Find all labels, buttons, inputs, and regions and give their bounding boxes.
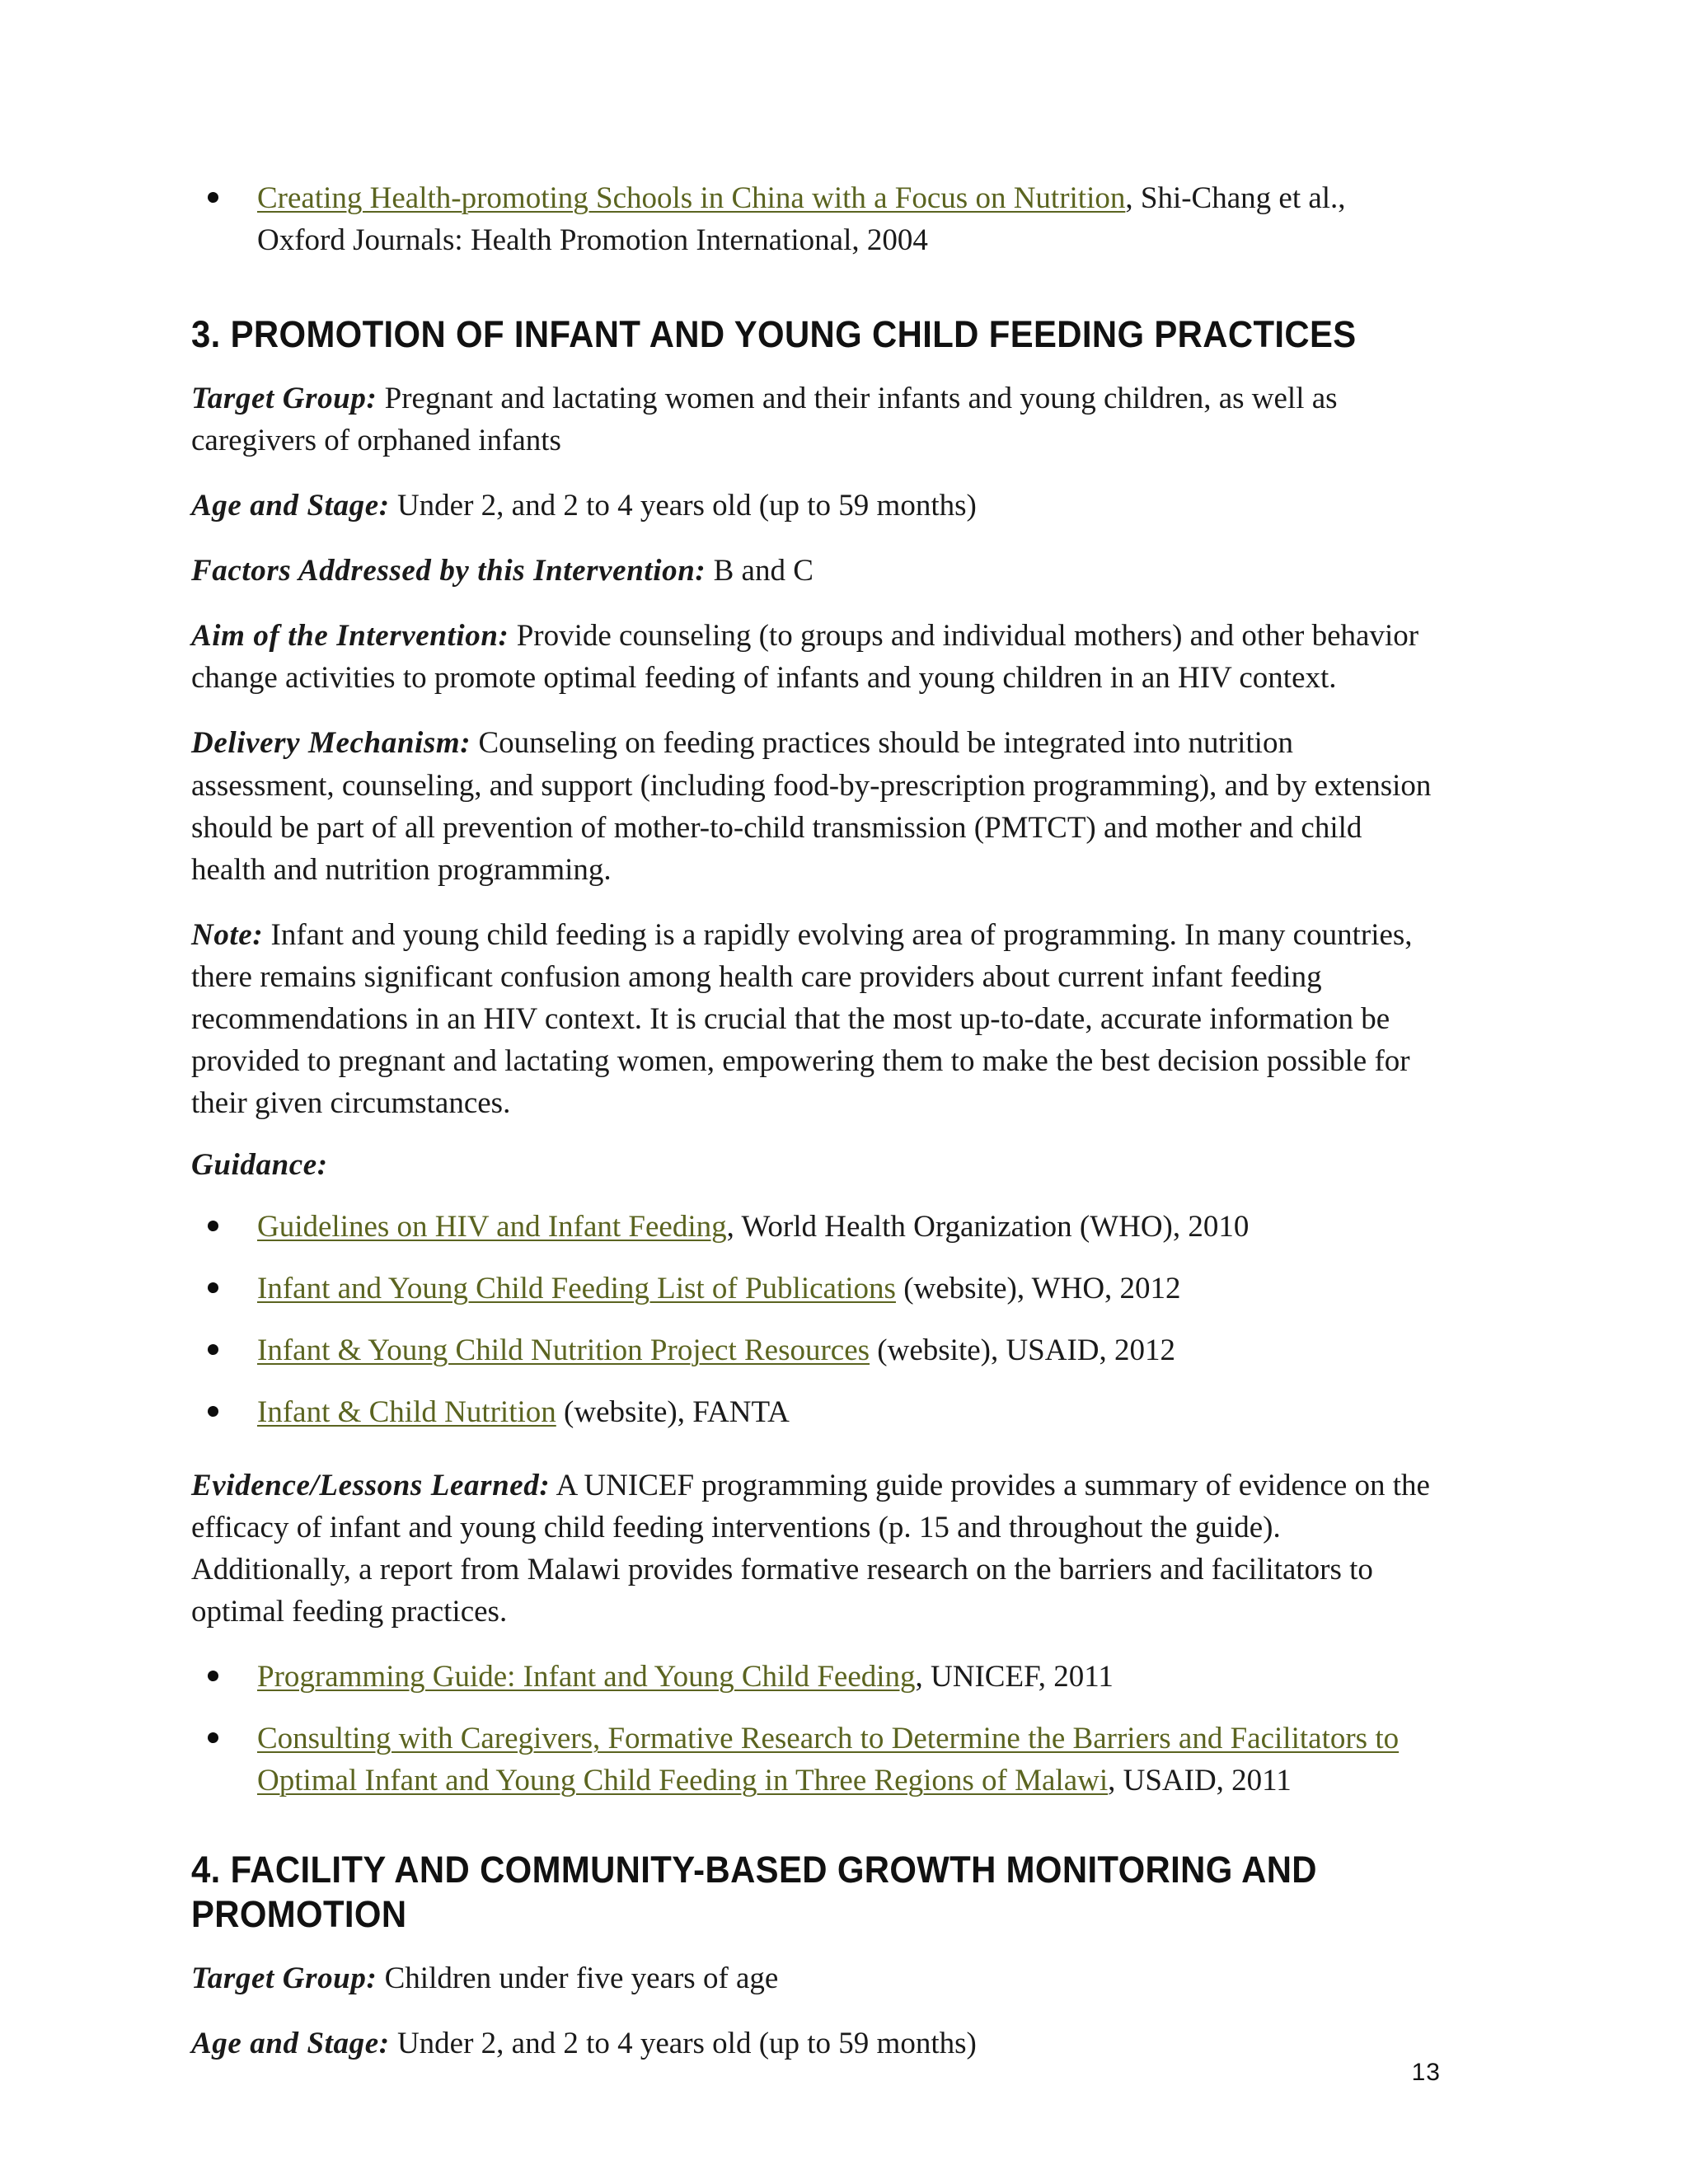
evidence-reference-list xyxy=(191,1656,1441,1802)
field-label: Target Group: xyxy=(191,1961,377,1995)
guidance-reference-list xyxy=(191,1206,1441,1433)
top-reference-list xyxy=(191,177,1441,261)
reference-link[interactable]: Programming Guide: Infant and Young Child Feeding xyxy=(257,1660,916,1694)
reference-citation: , Shi-Chang et al., Oxford Journals: Health Promotion International, 2004 xyxy=(257,181,1346,258)
field-label: Age and Stage: xyxy=(191,2026,390,2060)
field-value: Provide counseling (to groups and individual mothers) and other behavior change activities to promote optimal feeding of infants and young children in an HIV context. xyxy=(191,619,1419,696)
reference-citation: , UNICEF, 2011 xyxy=(915,1660,1114,1694)
field-value: B and C xyxy=(706,554,814,588)
field-value: Pregnant and lactating women and their infants and young children, as well as caregivers of orphaned infants xyxy=(191,382,1338,458)
field-label: Factors Addressed by this Intervention: xyxy=(191,554,706,588)
reference-citation: , World Health Organization (WHO), 2010 xyxy=(726,1209,1250,1244)
reference-link[interactable]: Infant & Child Nutrition xyxy=(257,1395,556,1430)
bullet-dot-icon xyxy=(208,1282,218,1293)
list-item xyxy=(191,1656,1441,1698)
reference-citation: (website), FANTA xyxy=(556,1395,790,1430)
field-value: Under 2, and 2 to 4 years old (up to 59 months) xyxy=(389,2026,977,2060)
list-item xyxy=(191,1329,1441,1371)
bullet-dot-icon xyxy=(208,1406,218,1417)
field-label: Target Group: xyxy=(191,382,377,416)
field-label: Evidence/Lessons Learned: xyxy=(191,1469,551,1503)
guidance-subheading: Guidance: xyxy=(191,1147,328,1182)
bullet-dot-icon xyxy=(208,192,218,203)
field-value: Children under five years of age xyxy=(377,1961,779,1995)
field-target-group-2 xyxy=(191,1957,1441,1999)
field-age-and-stage-2 xyxy=(191,2022,1441,2064)
section-3-heading: 3. PROMOTION OF INFANT AND YOUNG CHILD FEEDING PRACTICES xyxy=(191,313,1357,356)
page-content xyxy=(191,177,1441,2064)
bullet-dot-icon xyxy=(208,1221,218,1231)
field-label: Delivery Mechanism: xyxy=(191,726,471,761)
field-value: Counseling on feeding practices should be integrated into nutrition assessment, counseling, and support (including food-by-prescription programming), and by extension should be part of all prevention of mother-to-child transmission (PMTCT) and mother and child health and nutrition programming. xyxy=(191,726,1432,887)
field-value: Infant and young child feeding is a rapidly evolving area of programming. In many countries, there remains significant confusion among health care providers about current infant feeding recommendations in an HIV context. It is crucial that the most up-to-date, accurate information be provided to pregnant and lactating women, empowering them to make the best decision possible for their given circumstances. xyxy=(191,917,1413,1120)
list-item xyxy=(191,1206,1441,1248)
field-note xyxy=(191,914,1441,1124)
reference-link[interactable]: Infant & Young Child Nutrition Project Resources xyxy=(257,1333,870,1367)
section-4-heading: 4. FACILITY AND COMMUNITY-BASED GROWTH MONITORING AND PROMOTION xyxy=(191,1849,1317,1935)
reference-link[interactable]: Infant and Young Child Feeding List of Publications xyxy=(257,1271,896,1305)
field-label: Aim of the Intervention: xyxy=(191,619,509,654)
reference-citation: (website), WHO, 2012 xyxy=(895,1271,1181,1305)
field-label: Note: xyxy=(191,917,264,952)
list-item xyxy=(191,1268,1441,1310)
field-delivery-mechanism xyxy=(191,722,1441,890)
field-evidence-lessons-learned xyxy=(191,1465,1441,1633)
field-factors-addressed xyxy=(191,550,1441,592)
reference-citation: (website), USAID, 2012 xyxy=(870,1333,1176,1367)
page-number: 13 xyxy=(1411,2059,1441,2086)
list-item xyxy=(191,1718,1441,1802)
bullet-dot-icon xyxy=(208,1344,218,1355)
field-target-group xyxy=(191,377,1441,462)
reference-citation: , USAID, 2011 xyxy=(1108,1764,1292,1798)
field-aim-of-intervention xyxy=(191,615,1441,699)
field-label: Age and Stage: xyxy=(191,489,390,523)
reference-link[interactable]: Consulting with Caregivers, Formative Research to Determine the Barriers and Facilitators to Optimal Infant and Young Child Feeding in Three Regions of Malawi xyxy=(257,1722,1400,1798)
bullet-dot-icon xyxy=(208,1671,218,1681)
list-item xyxy=(191,1391,1441,1433)
bullet-dot-icon xyxy=(208,1732,218,1743)
reference-link[interactable]: Creating Health-promoting Schools in China with a Focus on Nutrition xyxy=(257,181,1126,215)
field-age-and-stage xyxy=(191,485,1441,527)
list-item xyxy=(191,177,1441,261)
reference-link[interactable]: Guidelines on HIV and Infant Feeding xyxy=(257,1209,727,1244)
field-value: A UNICEF programming guide provides a summary of evidence on the efficacy of infant and young child feeding interventions (p. 15 and throughout the guide). Additionally, a report from Malawi provides formative research on the barriers and facilitators to optimal feeding practices. xyxy=(191,1469,1430,1629)
field-value: Under 2, and 2 to 4 years old (up to 59 months) xyxy=(389,489,977,523)
spacer xyxy=(191,1456,1441,1465)
